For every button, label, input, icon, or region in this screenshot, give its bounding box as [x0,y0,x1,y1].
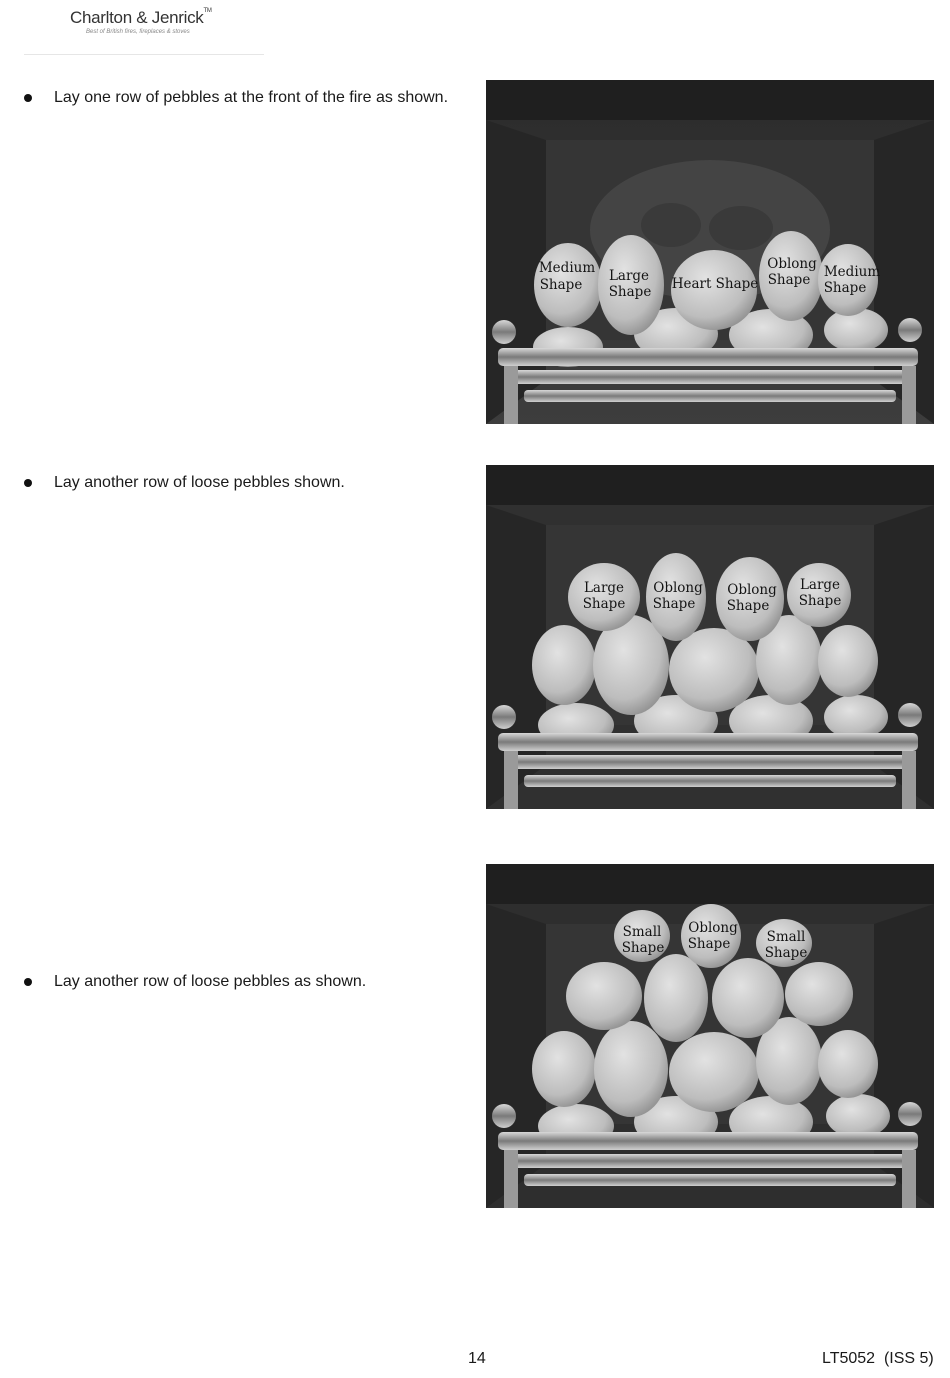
brand-tagline: Best of British fires, fireplaces & stoves [86,29,190,35]
pebble-label: Oblong Shape [726,582,777,614]
brand-name: Charlton & Jenrick [70,8,204,27]
pebble-label: Oblong Shape [767,256,817,288]
bullet-icon [24,94,32,102]
pebble-label: Small Shape [621,924,665,956]
brand-trademark: TM [203,8,212,14]
pebble-label: Oblong Shape [652,580,703,612]
pebble-label: Heart Shape [671,276,759,292]
pebble-label: Large Shape [798,577,842,609]
step-3-text: Lay another row of loose pebbles as shown. [54,973,367,990]
pebble-label: Medium Shape [538,260,596,293]
step-1-photo [486,80,934,424]
pebble-label: Small Shape [764,929,808,961]
step-2-text: Lay another row of loose pebbles shown. [54,474,345,491]
document-code: LT5052 (ISS 5) [822,1350,934,1367]
pebble-label: Large Shape [582,580,626,612]
pebble-label: Medium Shape [823,264,881,296]
step-3-photo [486,864,934,1208]
page-number: 14 [468,1350,486,1367]
step-1-text: Lay one row of pebbles at the front of the fire as shown. [54,89,449,106]
bullet-icon [24,978,32,986]
step-2-photo [486,465,934,809]
bullet-icon [24,479,32,487]
brand-logo [24,6,264,55]
pebble-label: Large Shape [608,268,652,300]
pebble-label: Oblong Shape [687,920,738,952]
